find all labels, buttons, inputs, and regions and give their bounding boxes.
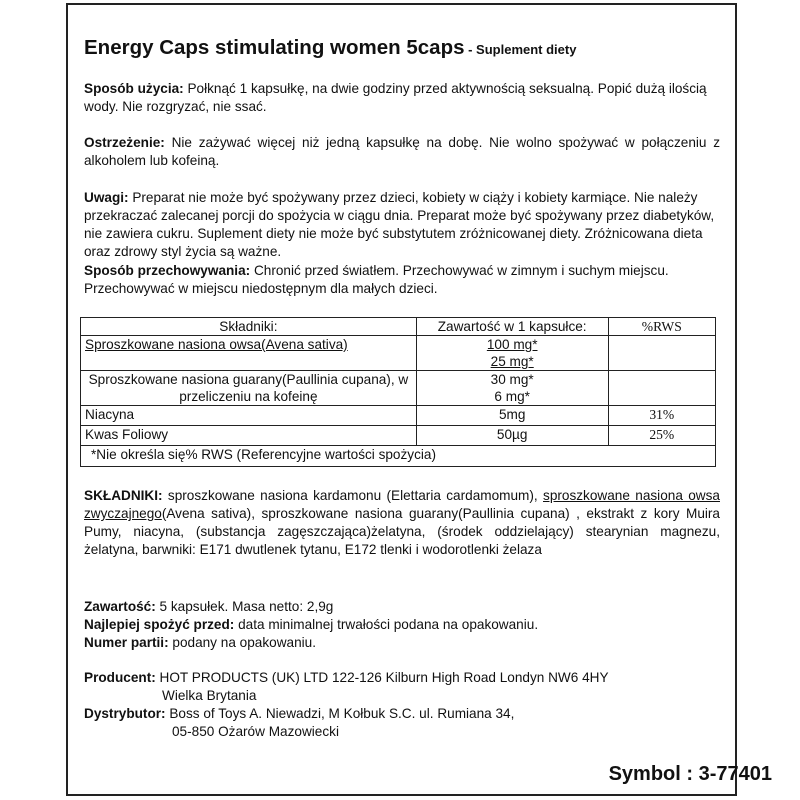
row-ingredient: Sproszkowane nasiona owsa(Avena sativa): [81, 336, 417, 371]
ingredients-table: [80, 317, 716, 467]
distributor-label: Dystrybutor:: [84, 706, 166, 721]
symbol-code: [609, 763, 772, 786]
row-rws: 25%: [608, 426, 715, 446]
notes-label: Uwagi:: [84, 190, 129, 205]
contents-text: 5 kapsułek. Masa netto: 2,9g: [155, 599, 334, 614]
product-title: [84, 36, 576, 60]
symbol-value: 3-77401: [698, 763, 772, 785]
row-ingredient: Kwas Foliowy: [81, 426, 417, 446]
header-content: Zawartość w 1 kapsułce:: [416, 318, 608, 336]
usage-label: Sposób użycia:: [84, 81, 184, 96]
table-row: [81, 371, 716, 406]
producer-label: Producent:: [84, 670, 156, 685]
header-rws: %RWS: [608, 318, 715, 336]
table-row: [81, 406, 716, 426]
best-before-text: data minimalnej trwałości podana na opakowaniu.: [234, 617, 539, 632]
table-row: [81, 336, 716, 371]
warning-text: Nie zażywać więcej niż jedną kapsułkę na dobę. Nie wolno spożywać w połączeniu z alkoholem lub kofeiną.: [84, 135, 720, 168]
ingredients-table-wrap: [80, 317, 716, 467]
distributor-line1: Boss of Toys A. Niewadzi, M Kołbuk S.C. ul. Rumiana 34,: [165, 706, 515, 721]
row-amount: 30 mg* 6 mg*: [416, 371, 608, 406]
ingredients-section: [84, 487, 720, 559]
product-subtitle: - Suplement diety: [464, 42, 577, 57]
ingredients-text-2: (Avena sativa), sproszkowane nasiona guarany(Paullinia cupana) , ekstrakt z kory Muira Pumy, niacyna, (substancja zagęszczająca)żelatyna, (środek oddzielający) stearynian magnezu, żelatyna, barwniki: E171 dwutlenek tytanu, E172 tlenki i wodorotlenki żelaza: [84, 506, 720, 557]
symbol-label: Symbol :: [608, 763, 699, 785]
table-header-row: [81, 318, 716, 336]
row-ingredient: Sproszkowane nasiona guarany(Paullinia cupana), w przeliczeniu na kofeinę: [81, 371, 417, 406]
best-before-label: Najlepiej spożyć przed:: [84, 617, 235, 632]
product-name: Energy Caps stimulating women 5caps: [84, 36, 465, 59]
batch-label: Numer partii:: [84, 635, 169, 650]
contents-label: Zawartość:: [84, 599, 156, 614]
notes-section: [84, 189, 720, 261]
row-amount: 100 mg* 25 mg*: [416, 336, 608, 371]
ingredients-underlined: sproszkowane nasiona owsa zwyczajnego: [84, 488, 720, 521]
producer-section: [84, 669, 720, 741]
header-ingredient: Składniki:: [81, 318, 417, 336]
notes-text: Preparat nie może być spożywany przez dzieci, kobiety w ciąży i kobiety karmiące. Nie należy przekraczać zalecanej porcji do spożycia w ciągu dnia. Preparat może być spożywany przez diabetyków, nie zawiera cukru. Suplement diety nie może być substytutem zróżnicowanej diety. Zróżnicowana dieta oraz zdrowy styl życia są ważne.: [84, 190, 715, 259]
storage-label: Sposób przechowywania:: [84, 263, 251, 278]
usage-text: Połknąć 1 kapsułkę, na dwie godziny przed aktywnością seksualną. Popić dużą ilością wody. Nie rozgryzać, nie ssać.: [84, 81, 707, 114]
warning-section: [84, 134, 720, 170]
batch-text: podany na opakowaniu.: [168, 635, 316, 650]
producer-line1: HOT PRODUCTS (UK) LTD 122-126 Kilburn High Road Londyn NW6 4HY: [155, 670, 609, 685]
producer-line2: Wielka Brytania: [162, 688, 257, 703]
row-rws: 31%: [608, 406, 715, 426]
table-row: [81, 426, 716, 446]
table-footnote-row: [81, 446, 716, 467]
contents-section: [84, 598, 720, 652]
storage-section: [84, 262, 720, 298]
row-amount: 50µg: [416, 426, 608, 446]
distributor-line2: 05-850 Ożarów Mazowiecki: [172, 724, 339, 739]
warning-label: Ostrzeżenie:: [84, 135, 165, 150]
usage-section: [84, 80, 720, 116]
row-amount: 5mg: [416, 406, 608, 426]
row-rws: [608, 336, 715, 371]
row-ingredient: Niacyna: [81, 406, 417, 426]
ingredients-text-1: sproszkowane nasiona kardamonu (Elettaria cardamomum),: [162, 488, 544, 503]
storage-text: Chronić przed światłem. Przechowywać w zimnym i suchym miejscu. Przechowywać w miejscu niedostępnym dla małych dzieci.: [84, 263, 669, 296]
ingredients-label: SKŁADNIKI:: [84, 488, 163, 503]
row-rws: [608, 371, 715, 406]
table-footnote: *Nie określa się% RWS (Referencyjne wartości spożycia): [81, 446, 716, 467]
